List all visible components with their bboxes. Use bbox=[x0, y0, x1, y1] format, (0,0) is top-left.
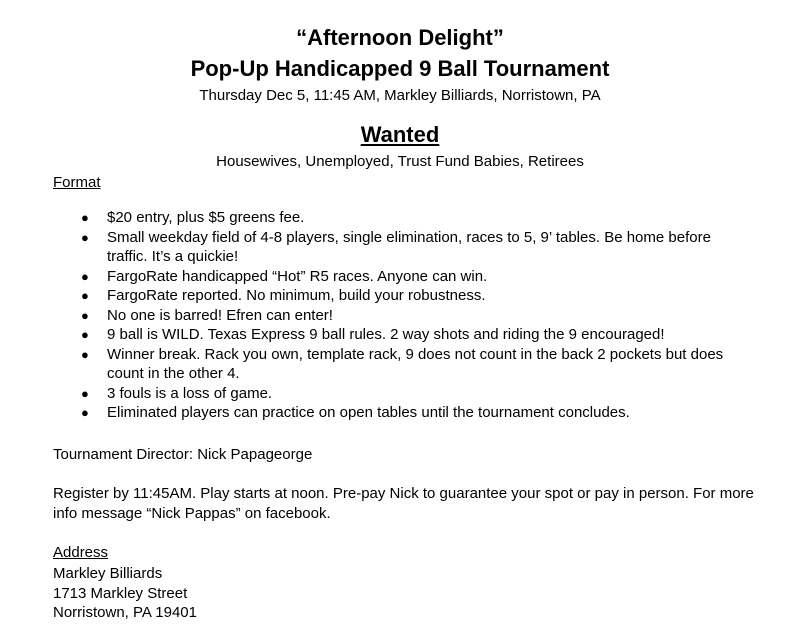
rule-text: Winner break. Rack you own, template rack, 9 does not count in the back 2 pockets but does count in the other 4. bbox=[107, 345, 724, 382]
list-item bbox=[53, 286, 753, 306]
title-line-2: Pop-Up Handicapped 9 Ball Tournament bbox=[190, 56, 610, 81]
list-item bbox=[53, 306, 753, 326]
list-item bbox=[53, 325, 753, 345]
list-item bbox=[53, 267, 753, 287]
rule-text: FargoRate reported. No minimum, build your robustness. bbox=[107, 287, 486, 304]
title-line-1: “Afternoon Delight” bbox=[296, 25, 504, 50]
bullet-icon: ● bbox=[81, 346, 89, 362]
bullet-icon: ● bbox=[81, 229, 89, 245]
address-line: Markley Billiards bbox=[53, 565, 163, 582]
list-item bbox=[53, 403, 753, 423]
tournament-director: Tournament Director: Nick Papageorge bbox=[53, 446, 313, 463]
address-line: Norristown, PA 19401 bbox=[53, 604, 197, 621]
address-label: Address bbox=[53, 544, 109, 561]
bullet-icon: ● bbox=[81, 405, 89, 420]
wanted-heading: Wanted bbox=[360, 122, 440, 147]
rule-text: 3 fouls is a loss of game. bbox=[107, 384, 273, 402]
list-item bbox=[53, 384, 753, 404]
registration-info: Register by 11:45AM. Play starts at noon. Pre-pay Nick to guarantee your spot or pay in person. For more info message “Nick Pappas” on facebook. bbox=[53, 485, 754, 522]
bullet-icon: ● bbox=[81, 307, 89, 323]
bullet-icon: ● bbox=[81, 327, 89, 342]
rule-text: $20 entry, plus $5 greens fee. bbox=[107, 209, 305, 226]
wanted-audience: Housewives, Unemployed, Trust Fund Babies, Retirees bbox=[216, 153, 584, 170]
list-item bbox=[53, 345, 753, 384]
rule-text: FargoRate handicapped “Hot” R5 races. Anyone can win. bbox=[107, 267, 488, 285]
list-item bbox=[53, 228, 753, 267]
bullet-icon: ● bbox=[81, 268, 89, 284]
format-rules-list bbox=[53, 208, 753, 423]
address-line: 1713 Markley Street bbox=[53, 584, 188, 602]
rule-text: 9 ball is WILD. Texas Express 9 ball rules. 2 way shots and riding the 9 encouraged! bbox=[107, 326, 665, 343]
list-item bbox=[53, 208, 753, 228]
bullet-icon: ● bbox=[81, 210, 89, 225]
format-label: Format bbox=[53, 174, 101, 191]
event-subtitle: Thursday Dec 5, 11:45 AM, Markley Billiards, Norristown, PA bbox=[199, 87, 601, 104]
bullet-icon: ● bbox=[81, 288, 89, 303]
address-block bbox=[53, 564, 763, 623]
rule-text: Eliminated players can practice on open tables until the tournament concludes. bbox=[107, 404, 630, 421]
rule-text: No one is barred! Efren can enter! bbox=[107, 306, 333, 324]
rule-text: Small weekday field of 4-8 players, single elimination, races to 5, 9’ tables. Be home before traffic. It’s a quickie! bbox=[107, 228, 711, 265]
bullet-icon: ● bbox=[81, 385, 89, 401]
